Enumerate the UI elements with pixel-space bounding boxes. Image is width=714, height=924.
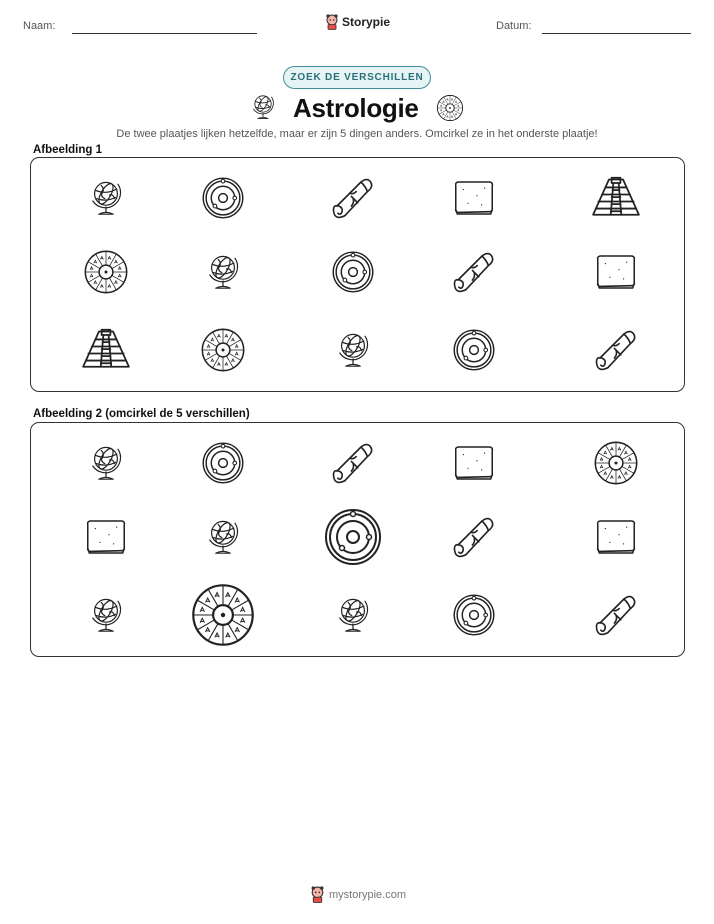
stone-tablet-icon[interactable] bbox=[576, 501, 656, 573]
zodiac-wheel-icon bbox=[183, 314, 263, 386]
picture-2-panel[interactable] bbox=[30, 422, 685, 657]
picture-1-panel bbox=[30, 157, 685, 392]
orbit-icon bbox=[313, 236, 393, 308]
globe-icon[interactable] bbox=[66, 427, 146, 499]
zodiac-wheel-icon bbox=[66, 236, 146, 308]
orbit-icon[interactable] bbox=[434, 579, 514, 651]
scroll-icon[interactable] bbox=[434, 501, 514, 573]
orbit-icon[interactable] bbox=[183, 427, 263, 499]
title-zodiac-wheel-icon bbox=[436, 94, 464, 127]
date-label: Datum: bbox=[496, 20, 532, 32]
name-field[interactable] bbox=[72, 33, 257, 34]
globe-icon[interactable] bbox=[183, 501, 263, 573]
date-field[interactable] bbox=[542, 33, 691, 34]
globe-icon[interactable] bbox=[66, 579, 146, 651]
scroll-icon bbox=[434, 236, 514, 308]
instructions: De twee plaatjes lijken hetzelfde, maar er zijn 5 dingen anders. Omcirkel ze in het onderste plaatje! bbox=[116, 128, 598, 140]
panel1-label: Afbeelding 1 bbox=[33, 144, 103, 156]
stone-tablet-icon[interactable] bbox=[434, 427, 514, 499]
brand-name: Storypie bbox=[342, 15, 391, 29]
footer-site-link[interactable]: mystorypie.com bbox=[329, 888, 407, 901]
pyramid-icon bbox=[66, 314, 146, 386]
zodiac-wheel-icon[interactable] bbox=[183, 579, 263, 651]
storypie-mascot-icon bbox=[310, 886, 325, 903]
panel2-label: Afbeelding 2 (omcirkel de 5 verschillen) bbox=[33, 408, 250, 420]
orbit-icon bbox=[434, 314, 514, 386]
orbit-icon[interactable] bbox=[313, 501, 393, 573]
page-title: Astrologie bbox=[293, 93, 419, 123]
title-globe-icon bbox=[250, 92, 276, 127]
globe-icon bbox=[66, 162, 146, 234]
stone-tablet-icon bbox=[434, 162, 514, 234]
pyramid-icon bbox=[576, 162, 656, 234]
scroll-icon[interactable] bbox=[313, 427, 393, 499]
stone-tablet-icon bbox=[576, 236, 656, 308]
stone-tablet-icon[interactable] bbox=[66, 501, 146, 573]
brand-logo bbox=[325, 14, 390, 30]
globe-icon[interactable] bbox=[313, 579, 393, 651]
globe-icon bbox=[183, 236, 263, 308]
scroll-icon[interactable] bbox=[576, 579, 656, 651]
orbit-icon bbox=[183, 162, 263, 234]
footer bbox=[310, 886, 406, 903]
worksheet-type-badge: ZOEK DE VERSCHILLEN bbox=[283, 66, 431, 89]
storypie-mascot-icon bbox=[325, 14, 339, 30]
name-label: Naam: bbox=[23, 20, 56, 32]
zodiac-wheel-icon[interactable] bbox=[576, 427, 656, 499]
scroll-icon bbox=[313, 162, 393, 234]
scroll-icon bbox=[576, 314, 656, 386]
globe-icon bbox=[313, 314, 393, 386]
